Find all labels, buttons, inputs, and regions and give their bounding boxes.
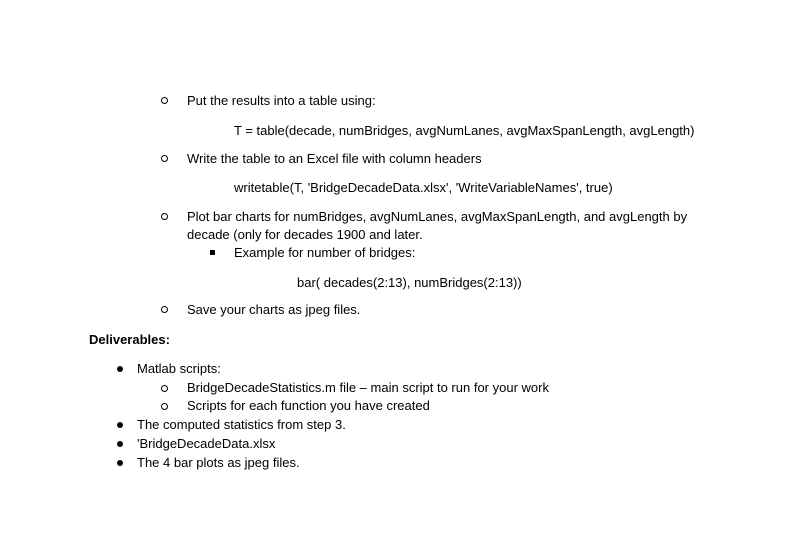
plot-instruction-line1: Plot bar charts for numBridges, avgNumLanes, avgMaxSpanLength, and avgLength by [187, 209, 688, 224]
plot-instruction-line2: decade (only for decades 1900 and later. [187, 227, 423, 242]
bullet-icon [117, 366, 123, 372]
bullet-icon [117, 460, 123, 466]
hollow-bullet-icon [161, 403, 168, 410]
plot-example-label: Example for number of bridges: [234, 245, 416, 260]
hollow-bullet-icon [161, 213, 168, 220]
deliverable-subitem: Scripts for each function you have created [187, 398, 430, 413]
bullet-icon [117, 422, 123, 428]
excel-code: writetable(T, 'BridgeDecadeData.xlsx', 'WriteVariableNames', true) [234, 180, 613, 195]
deliverable-item: The computed statistics from step 3. [137, 417, 346, 432]
hollow-bullet-icon [161, 97, 168, 104]
deliverables-heading: Deliverables: [89, 332, 170, 347]
table-instruction: Put the results into a table using: [187, 93, 376, 108]
plot-code: bar( decades(2:13), numBridges(2:13)) [297, 275, 522, 290]
deliverable-item: Matlab scripts: [137, 361, 221, 376]
hollow-bullet-icon [161, 155, 168, 162]
hollow-bullet-icon [161, 385, 168, 392]
excel-instruction: Write the table to an Excel file with column headers [187, 151, 482, 166]
deliverable-subitem: BridgeDecadeStatistics.m file – main script to run for your work [187, 380, 549, 395]
save-instruction: Save your charts as jpeg files. [187, 302, 361, 317]
deliverable-item: 'BridgeDecadeData.xlsx [137, 436, 276, 451]
bullet-icon [117, 441, 123, 447]
deliverable-item: The 4 bar plots as jpeg files. [137, 455, 300, 470]
hollow-bullet-icon [161, 306, 168, 313]
square-bullet-icon [210, 250, 215, 255]
table-code: T = table(decade, numBridges, avgNumLanes, avgMaxSpanLength, avgLength) [234, 123, 695, 138]
